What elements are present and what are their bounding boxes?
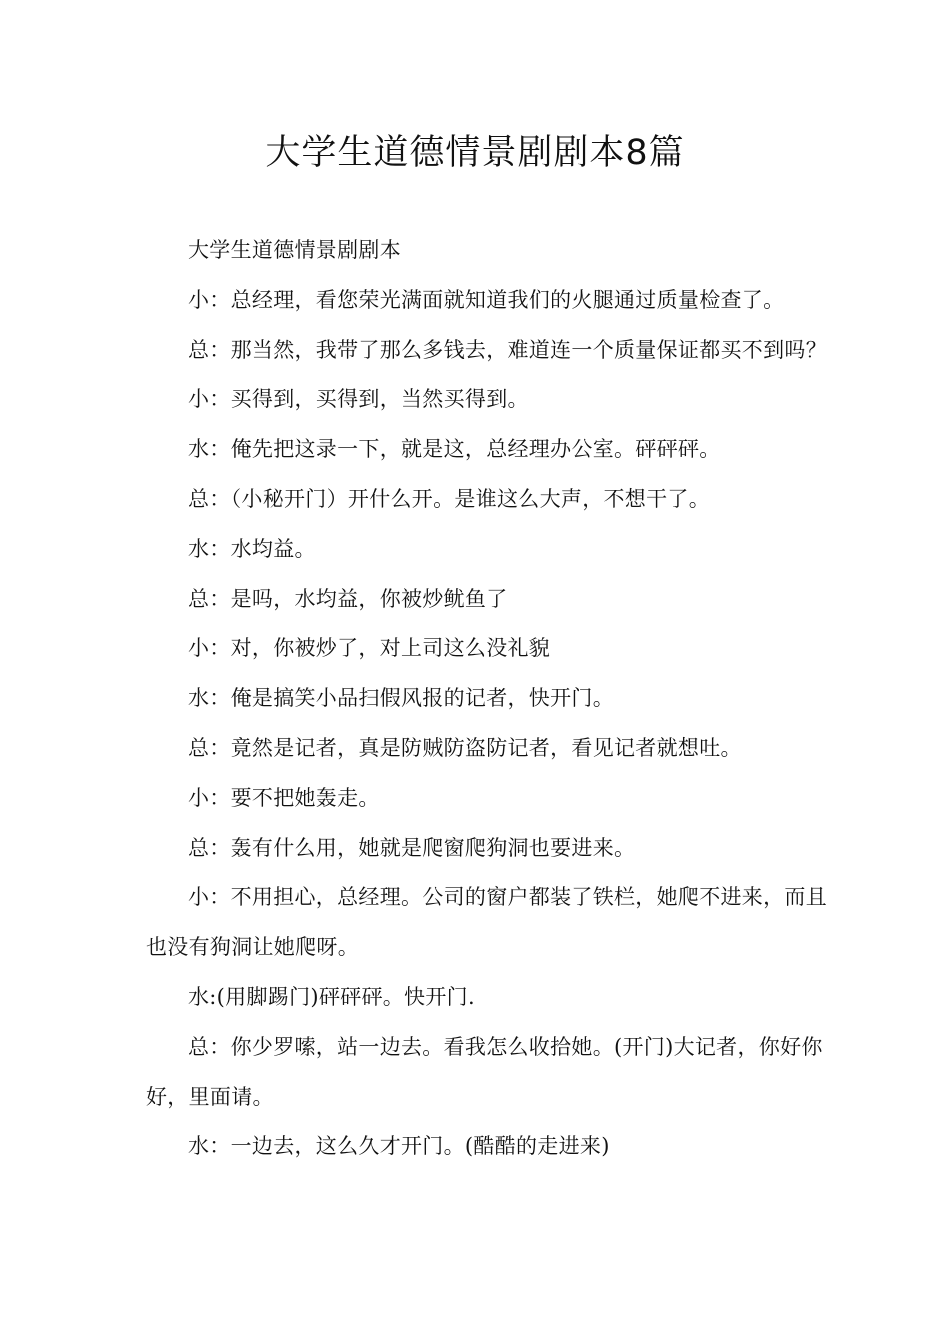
paragraph: 小：不用担心，总经理。公司的窗户都装了铁栏，她爬不进来，而且也没有狗洞让她爬呀。 xyxy=(146,885,827,960)
paragraph: 小：总经理，看您荣光满面就知道我们的火腿通过质量检查了。 xyxy=(188,287,785,312)
paragraph: 小：对，你被炒了，对上司这么没礼貌 xyxy=(188,636,551,661)
paragraph: 总：是吗，水均益，你被炒鱿鱼了 xyxy=(188,586,508,611)
paragraph: 总：你少罗嗦，站一边去。看我怎么收拾她。(开门)大记者，你好你好，里面请。 xyxy=(146,1034,823,1109)
paragraph: 水:(用脚踢门)砰砰砰。快开门. xyxy=(188,984,475,1009)
paragraph: 水：俺先把这录一下，就是这，总经理办公室。砰砰砰。 xyxy=(188,437,721,462)
paragraph: 水：一边去，这么久才开门。(酷酷的走进来) xyxy=(188,1134,610,1159)
paragraph: 总：那当然，我带了那么多钱去，难道连一个质量保证都买不到吗？ xyxy=(188,337,827,362)
paragraph: 总：竟然是记者，真是防贼防盗防记者，看见记者就想吐。 xyxy=(188,735,742,760)
paragraph: 水：水均益。 xyxy=(188,536,316,561)
paragraph: 大学生道德情景剧剧本 xyxy=(188,238,401,262)
document-title: 大学生道德情景剧剧本8篇 xyxy=(265,133,685,173)
paragraph: 总：轰有什么用，她就是爬窗爬狗洞也要进来。 xyxy=(188,835,636,860)
paragraph: 小：要不把她轰走。 xyxy=(188,785,380,810)
paragraph: 小：买得到，买得到，当然买得到。 xyxy=(188,387,529,412)
paragraph: 水：俺是搞笑小品扫假风报的记者，快开门。 xyxy=(188,686,614,711)
document-body xyxy=(146,226,830,1172)
paragraph: 总：（小秘开门）开什么开。是谁这么大声，不想干了。 xyxy=(188,486,710,511)
